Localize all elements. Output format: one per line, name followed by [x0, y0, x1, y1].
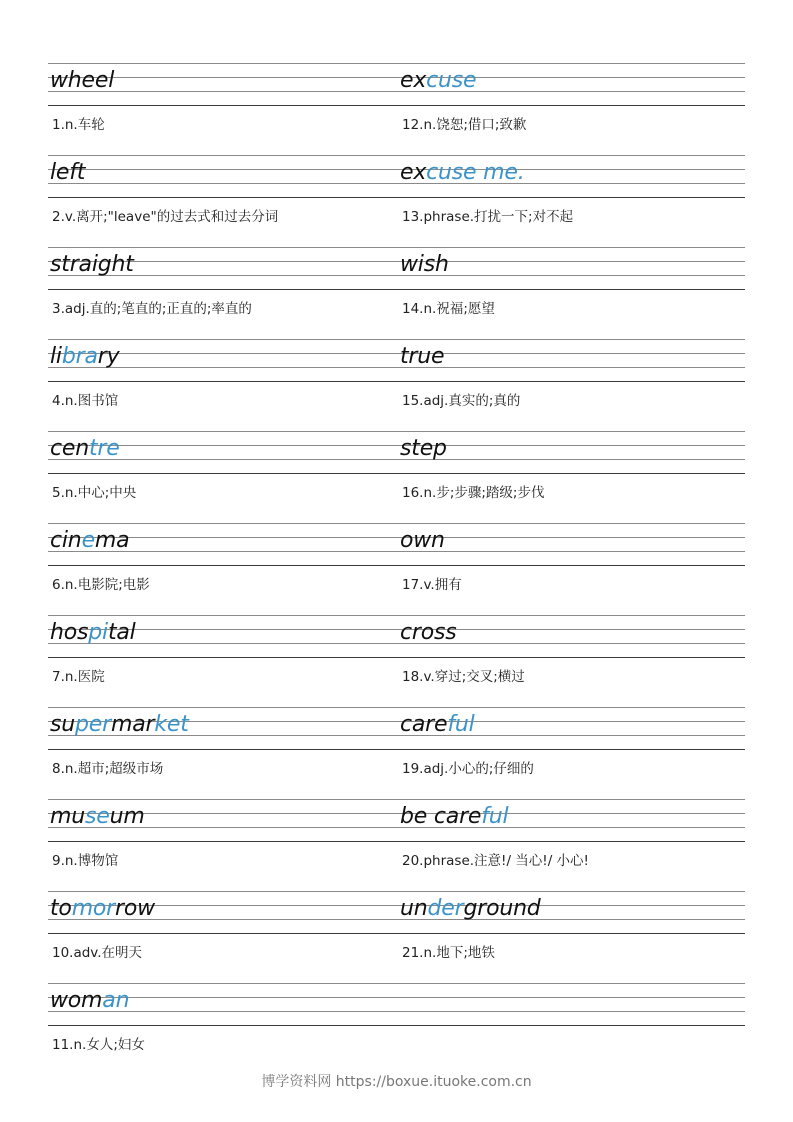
vocab-word [50, 66, 114, 96]
word-syllable: mu [50, 804, 85, 829]
vocab-row [48, 339, 745, 431]
vocab-entry [398, 523, 745, 615]
word-syllable: ex [400, 160, 427, 185]
vocab-row [48, 63, 745, 155]
word-syllable: ry [97, 344, 120, 369]
word-syllable: cin [50, 528, 82, 553]
vocab-definition: 6.n.电影院;电影 [52, 577, 150, 593]
word-syllable: cen [50, 436, 89, 461]
vocab-entry [398, 891, 745, 983]
vocab-row [48, 523, 745, 615]
vocab-word [50, 618, 136, 648]
vocab-word [400, 158, 525, 188]
vocab-definition: 21.n.地下;地铁 [402, 945, 495, 961]
word-syllable: wish [400, 252, 449, 277]
vocab-word [400, 894, 541, 924]
word-syllable: wom [50, 988, 103, 1013]
vocab-row [48, 431, 745, 523]
vocab-entry [398, 247, 745, 339]
vocab-definition: 14.n.祝福;愿望 [402, 301, 495, 317]
highlighted-syllable: pi [88, 620, 108, 645]
vocab-word [400, 66, 476, 96]
word-syllable: to [50, 896, 72, 921]
vocab-definition: 4.n.图书馆 [52, 393, 119, 409]
word-syllable: own [400, 528, 445, 553]
vocab-word [400, 526, 445, 556]
vocab-row [48, 707, 745, 799]
vocab-definition: 17.v.拥有 [402, 577, 462, 593]
vocab-entry [48, 799, 398, 891]
vocab-entry [48, 155, 398, 247]
word-syllable: wheel [50, 68, 115, 93]
vocab-row [48, 983, 745, 1075]
vocab-word [400, 618, 457, 648]
highlighted-syllable: der [427, 896, 464, 921]
word-syllable: tal [107, 620, 136, 645]
word-syllable: un [400, 896, 428, 921]
highlighted-syllable: bra [61, 344, 98, 369]
vocab-definition: 2.v.离开;"leave"的过去式和过去分词 [52, 209, 279, 225]
vocab-entry [398, 431, 745, 523]
vocab-word [50, 342, 119, 372]
vocab-row [48, 615, 745, 707]
highlighted-syllable: se [84, 804, 110, 829]
word-syllable: true [400, 344, 445, 369]
highlighted-syllable: ful [481, 804, 509, 829]
vocab-definition: 7.n.医院 [52, 669, 105, 685]
vocab-word [50, 710, 189, 740]
vocab-entry [398, 155, 745, 247]
vocab-definition: 18.v.穿过;交叉;横过 [402, 669, 525, 685]
word-syllable: be care [400, 804, 482, 829]
vocab-entry [48, 431, 398, 523]
vocab-definition: 8.n.超市;超级市场 [52, 761, 164, 777]
word-syllable: left [50, 160, 86, 185]
highlighted-syllable: ket [154, 712, 189, 737]
vocab-definition: 20.phrase.注意!/ 当心!/ 小心! [402, 853, 589, 869]
highlighted-syllable: mor [71, 896, 116, 921]
highlighted-syllable: cuse [426, 68, 477, 93]
highlighted-syllable: tre [88, 436, 120, 461]
vocab-word [400, 434, 447, 464]
vocab-word [50, 802, 145, 832]
vocab-entry [48, 247, 398, 339]
word-syllable: step [400, 436, 447, 461]
vocab-entry [398, 63, 745, 155]
vocab-definition: 12.n.饶恕;借口;致歉 [402, 117, 527, 133]
vocab-word [400, 250, 449, 280]
word-syllable: row [115, 896, 155, 921]
vocab-entry [398, 707, 745, 799]
vocab-entry [48, 983, 398, 1075]
vocab-definition: 1.n.车轮 [52, 117, 105, 133]
highlighted-syllable: an [102, 988, 130, 1013]
word-syllable: mar [110, 712, 155, 737]
vocab-entry [398, 339, 745, 431]
word-syllable: ma [94, 528, 130, 553]
footer-watermark: 博学资料网 https://boxue.ituoke.com.cn [261, 1074, 532, 1090]
highlighted-syllable: e [81, 528, 95, 553]
word-syllable: li [50, 344, 62, 369]
vocab-word [50, 250, 134, 280]
word-syllable: care [400, 712, 448, 737]
word-syllable: um [109, 804, 145, 829]
highlighted-syllable: ful [447, 712, 475, 737]
vocab-row [48, 799, 745, 891]
vocab-entry [48, 891, 398, 983]
word-syllable: ground [463, 896, 541, 921]
vocab-word [50, 158, 85, 188]
vocab-word [400, 342, 444, 372]
word-syllable: hos [50, 620, 89, 645]
vocab-entry [48, 707, 398, 799]
vocab-definition: 11.n.女人;妇女 [52, 1037, 145, 1053]
vocab-definition: 9.n.博物馆 [52, 853, 119, 869]
word-syllable: cross [400, 620, 457, 645]
vocab-definition: 5.n.中心;中央 [52, 485, 137, 501]
vocab-definition: 3.adj.直的;笔直的;正直的;率直的 [52, 301, 252, 317]
word-syllable: su [50, 712, 76, 737]
vocab-row [48, 247, 745, 339]
vocab-word [50, 986, 129, 1016]
vocab-definition: 13.phrase.打扰一下;对不起 [402, 209, 574, 225]
highlighted-syllable: per [75, 712, 111, 737]
vocab-definition: 10.adv.在明天 [52, 945, 143, 961]
vocab-word [50, 434, 120, 464]
vocab-entry [48, 523, 398, 615]
word-syllable: straight [50, 252, 134, 277]
vocab-entry [48, 339, 398, 431]
vocab-definition: 19.adj.小心的;仔细的 [402, 761, 534, 777]
vocab-entry [398, 615, 745, 707]
word-syllable: ex [400, 68, 427, 93]
vocab-definition: 15.adj.真实的;真的 [402, 393, 521, 409]
vocab-entry [48, 615, 398, 707]
vocab-word [50, 894, 155, 924]
vocab-word [400, 802, 508, 832]
vocab-word [400, 710, 475, 740]
vocab-row [48, 891, 745, 983]
vocab-row [48, 155, 745, 247]
highlighted-syllable: cuse me. [426, 160, 525, 185]
vocab-definition: 16.n.步;步骤;踏级;步伐 [402, 485, 545, 501]
vocab-word [50, 526, 129, 556]
vocab-entry [48, 63, 398, 155]
vocab-entry [398, 799, 745, 891]
